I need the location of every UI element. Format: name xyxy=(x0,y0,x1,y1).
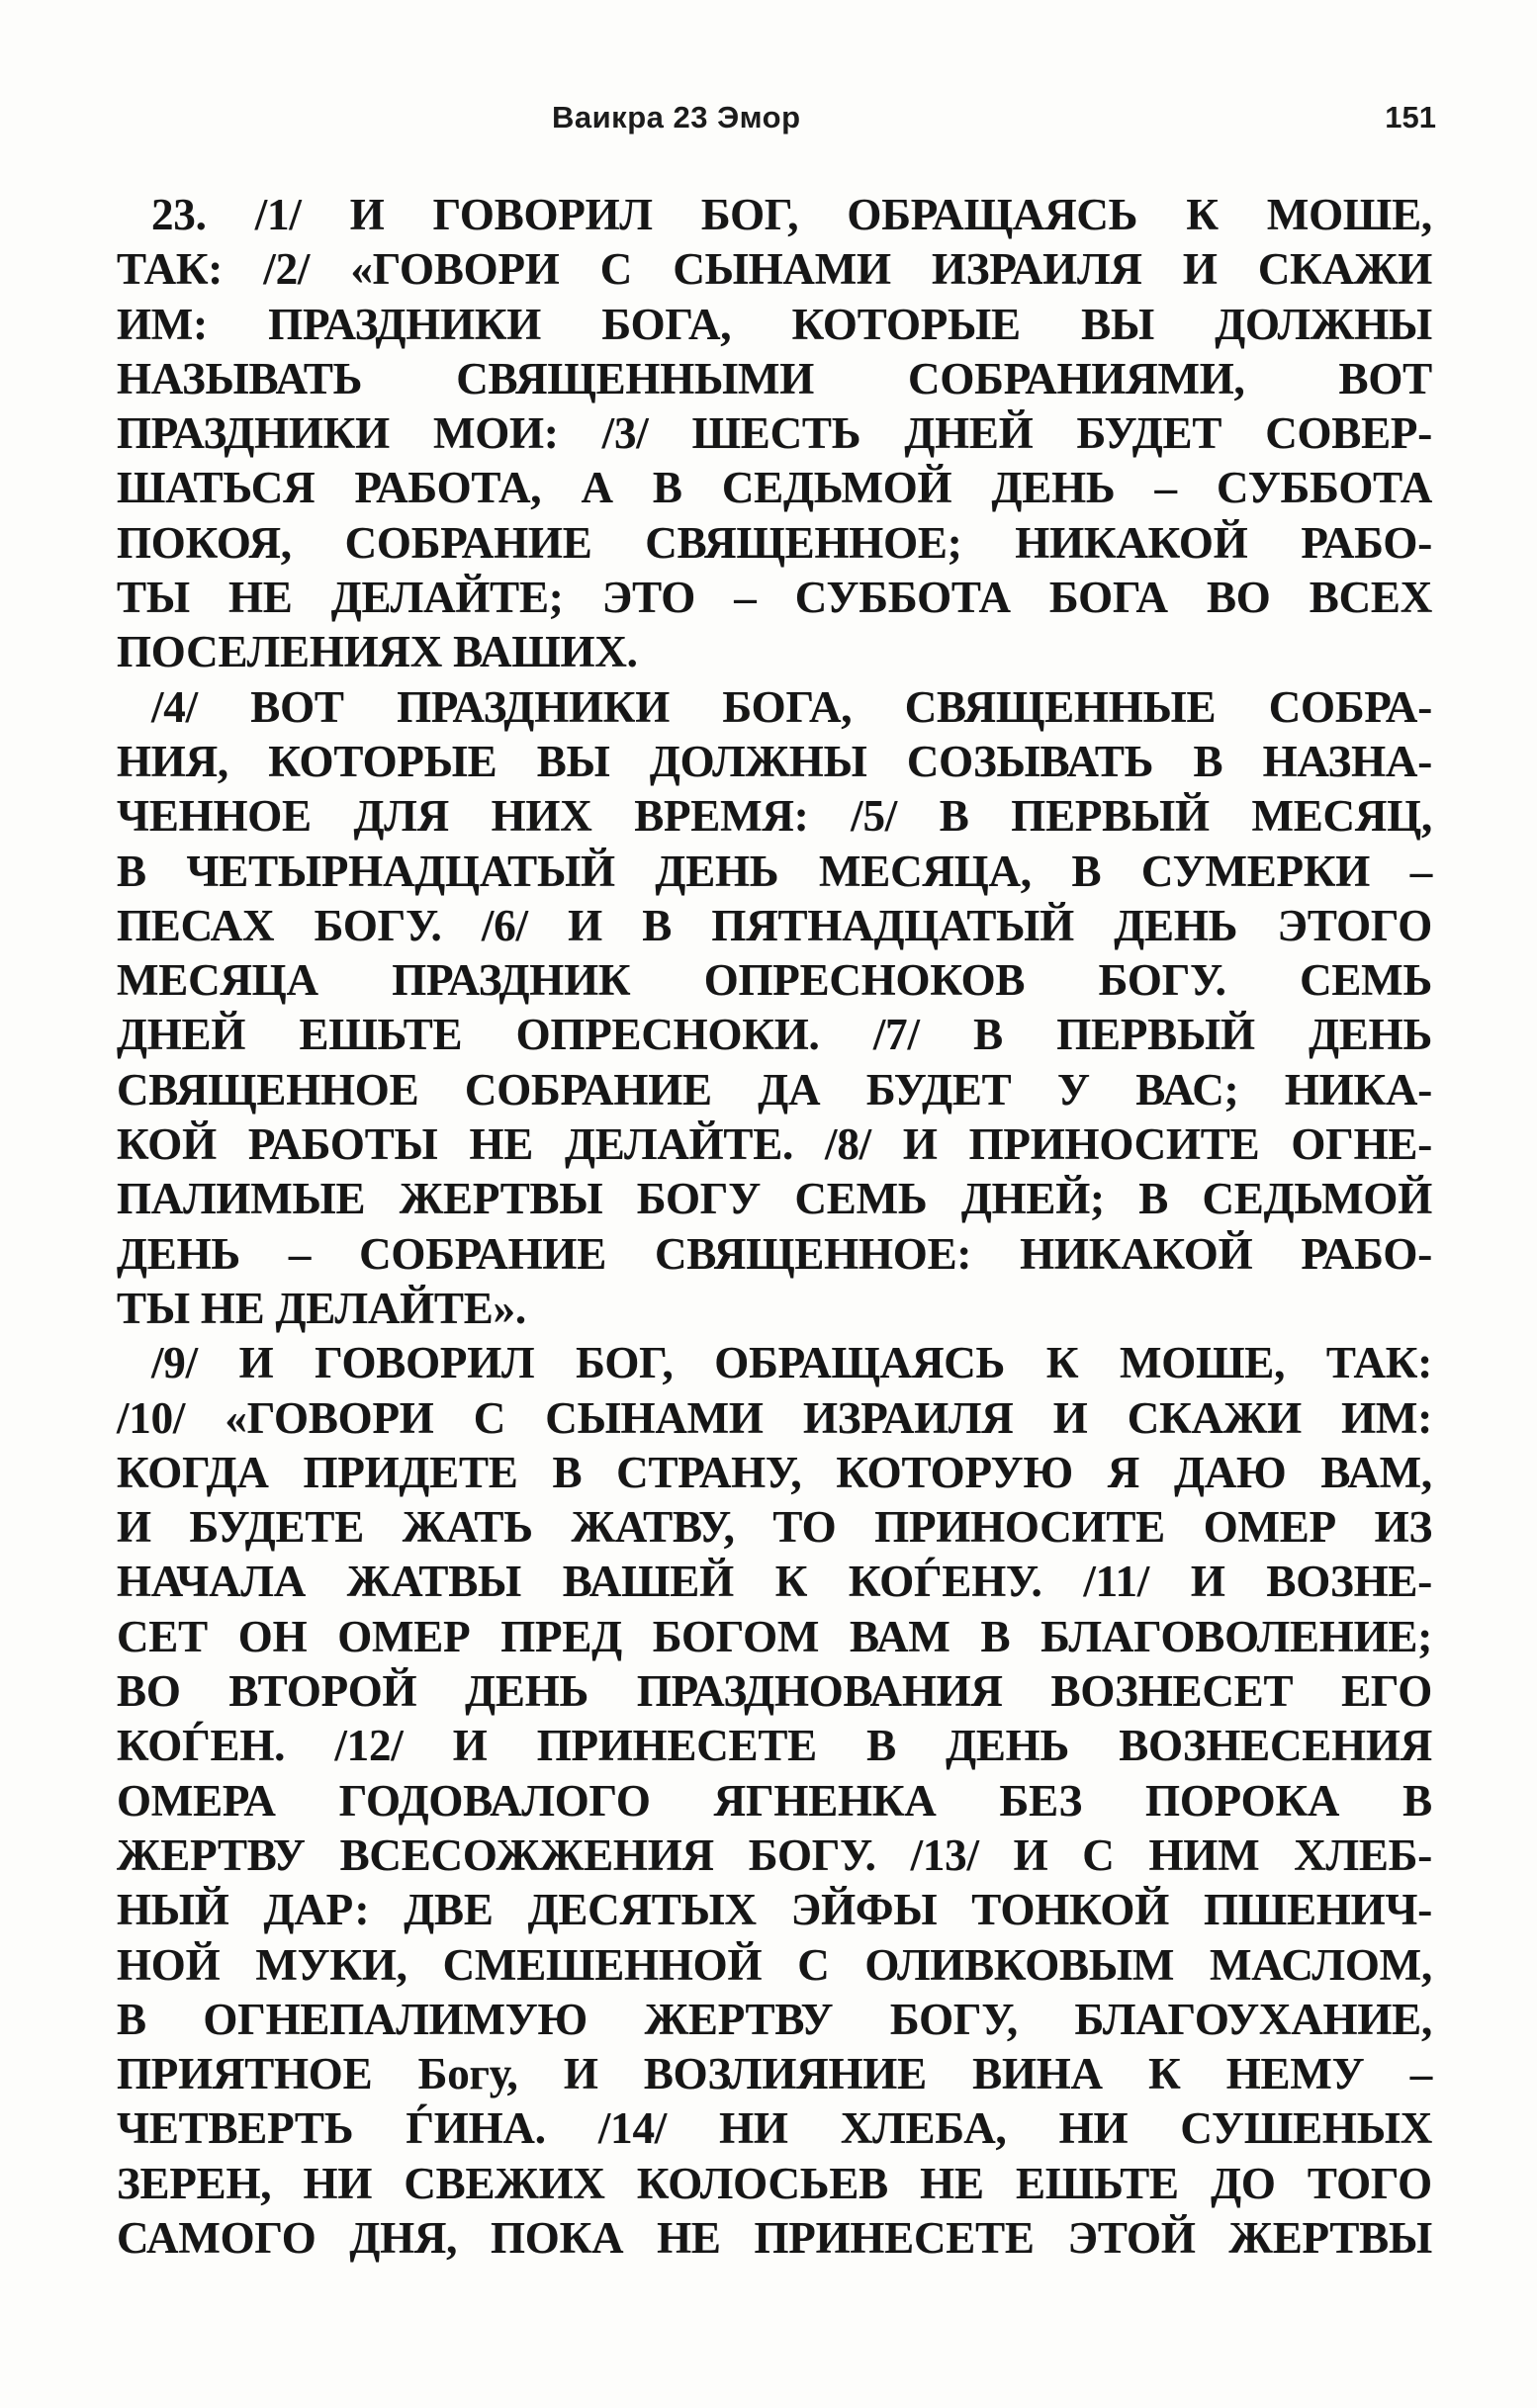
paragraph xyxy=(117,1336,1432,2266)
text-line: ОМЕРА ГОДОВАЛОГО ЯГНЕНКА БЕЗ ПОРОКА В xyxy=(117,1775,1432,1826)
body-text xyxy=(117,188,1432,2266)
text-line: ВО ВТОРОЙ ДЕНЬ ПРАЗДНОВАНИЯ ВОЗНЕСЕТ ЕГО xyxy=(117,1666,1432,1717)
text-line: ПАЛИМЫЕ ЖЕРТВЫ БОГУ СЕМЬ ДНЕЙ; В СЕДЬМОЙ xyxy=(117,1174,1432,1224)
text-line: НИЯ, КОТОРЫЕ ВЫ ДОЛЖНЫ СОЗЫВАТЬ В НАЗНА- xyxy=(117,736,1432,786)
text-line: ПРАЗДНИКИ МОИ: /3/ ШЕСТЬ ДНЕЙ БУДЕТ СОВЕР- xyxy=(117,408,1432,459)
text-line: КОЃЕН. /12/ И ПРИНЕСЕТЕ В ДЕНЬ ВОЗНЕСЕНИЯ xyxy=(117,1721,1432,1771)
text-line: ПОСЕЛЕНИЯХ ВАШИХ. xyxy=(117,627,638,677)
text-line: 23. /1/ И ГОВОРИЛ БОГ, ОБРАЩАЯСЬ К МОШЕ, xyxy=(151,190,1432,239)
text-line: САМОГО ДНЯ, ПОКА НЕ ПРИНЕСЕТЕ ЭТОЙ ЖЕРТВЫ xyxy=(117,2212,1432,2263)
text-line: НАЗЫВАТЬ СВЯЩЕННЫМИ СОБРАНИЯМИ, ВОТ xyxy=(117,353,1432,403)
text-line: ПРИЯТНОЕ Богу, И ВОЗЛИЯНИЕ ВИНА К НЕМУ – xyxy=(117,2049,1432,2099)
text-line: ШАТЬСЯ РАБОТА, А В СЕДЬМОЙ ДЕНЬ – СУББОТА xyxy=(117,463,1432,513)
text-line: КОЙ РАБОТЫ НЕ ДЕЛАЙТЕ. /8/ И ПРИНОСИТЕ ОГНЕ- xyxy=(117,1119,1432,1170)
paragraph xyxy=(117,680,1432,1337)
paragraph xyxy=(117,188,1432,680)
text-line: ЖЕРТВУ ВСЕСОЖЖЕНИЯ БОГУ. /13/ И С НИМ ХЛЕБ- xyxy=(117,1829,1432,1880)
text-line: /4/ ВОТ ПРАЗДНИКИ БОГА, СВЯЩЕННЫЕ СОБРА- xyxy=(151,681,1432,732)
text-line: В ЧЕТЫРНАДЦАТЫЙ ДЕНЬ МЕСЯЦА, В СУМЕРКИ – xyxy=(117,846,1432,896)
text-line: ЗЕРЕН, НИ СВЕЖИХ КОЛОСЬЕВ НЕ ЕШЬТЕ ДО ТОГО xyxy=(117,2158,1432,2208)
text-line: ЧЕТВЕРТЬ ЃИНА. /14/ НИ ХЛЕБА, НИ СУШЕНЫХ xyxy=(117,2103,1432,2154)
text-line: /10/ «ГОВОРИ С СЫНАМИ ИЗРАИЛЯ И СКАЖИ ИМ: xyxy=(117,1392,1432,1443)
text-line: КОГДА ПРИДЕТЕ В СТРАНУ, КОТОРУЮ Я ДАЮ ВАМ, xyxy=(117,1447,1432,1497)
text-line: ИМ: ПРАЗДНИКИ БОГА, КОТОРЫЕ ВЫ ДОЛЖНЫ xyxy=(117,299,1432,349)
text-line: ДЕНЬ – СОБРАНИЕ СВЯЩЕННОЕ: НИКАКОЙ РАБО- xyxy=(117,1228,1432,1279)
text-line: ТЫ НЕ ДЕЛАЙТЕ». xyxy=(117,1283,526,1333)
text-line: СЕТ ОН ОМЕР ПРЕД БОГОМ ВАМ В БЛАГОВОЛЕНИЕ; xyxy=(117,1611,1432,1661)
text-line: ТАК: /2/ «ГОВОРИ С СЫНАМИ ИЗРАИЛЯ И СКАЖИ xyxy=(117,244,1432,295)
running-header: Ваикра 23 Эмор xyxy=(552,100,801,134)
text-line: СВЯЩЕННОЕ СОБРАНИЕ ДА БУДЕТ У ВАС; НИКА- xyxy=(117,1064,1432,1115)
text-line: В ОГНЕПАЛИМУЮ ЖЕРТВУ БОГУ, БЛАГОУХАНИЕ, xyxy=(117,1994,1432,2044)
text-line: ЧЕННОЕ ДЛЯ НИХ ВРЕМЯ: /5/ В ПЕРВЫЙ МЕСЯЦ, xyxy=(117,791,1432,842)
text-line: НАЧАЛА ЖАТВЫ ВАШЕЙ К КОЃЕНУ. /11/ И ВОЗНЕ- xyxy=(117,1557,1432,1607)
text-line: МЕСЯЦА ПРАЗДНИК ОПРЕСНОКОВ БОГУ. СЕМЬ xyxy=(117,955,1432,1006)
text-line: НОЙ МУКИ, СМЕШЕННОЙ С ОЛИВКОВЫМ МАСЛОМ, xyxy=(117,1939,1432,1990)
text-line: ПОКОЯ, СОБРАНИЕ СВЯЩЕННОЕ; НИКАКОЙ РАБО- xyxy=(117,517,1432,568)
text-line: ПЕСАХ БОГУ. /6/ И В ПЯТНАДЦАТЫЙ ДЕНЬ ЭТОГО xyxy=(117,900,1432,950)
text-line: НЫЙ ДАР: ДВЕ ДЕСЯТЫХ ЭЙФЫ ТОНКОЙ ПШЕНИЧ- xyxy=(117,1885,1432,1935)
text-line: ТЫ НЕ ДЕЛАЙТЕ; ЭТО – СУББОТА БОГА ВО ВСЕХ xyxy=(117,573,1432,623)
page-number: 151 xyxy=(1385,100,1436,134)
text-line: ДНЕЙ ЕШЬТЕ ОПРЕСНОКИ. /7/ В ПЕРВЫЙ ДЕНЬ xyxy=(117,1010,1432,1060)
text-line: /9/ И ГОВОРИЛ БОГ, ОБРАЩАЯСЬ К МОШЕ, ТАК: xyxy=(151,1338,1432,1388)
text-line: И БУДЕТЕ ЖАТЬ ЖАТВУ, ТО ПРИНОСИТЕ ОМЕР ИЗ xyxy=(117,1502,1432,1553)
